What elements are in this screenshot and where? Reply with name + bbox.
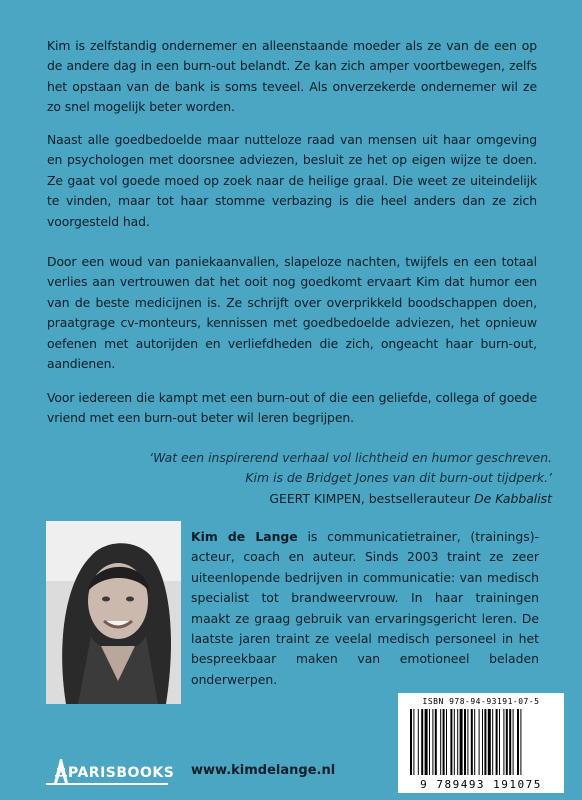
quote-attribution [82, 489, 552, 509]
quote-line-2: Kim is de Bridget Jones van dit burn-out tijdperk.’ [245, 470, 552, 486]
quote-author-role: , bestsellerauteur [360, 490, 475, 506]
description-paragraph-2: Naast alle goedbedoelde maar nutteloze raad van mensen uit haar omgeving en psychologen met doorsnee adviezen, besluit ze het op eigen wijze te doen. Ze gaat vol goede moed op zoek naar de heilige graal. Die weet ze uiteindelijk te vinden, maar tot haar stomme verbazing is die heel anders dan ze zich voorgesteld had. [47, 132, 537, 229]
description-paragraph-3: Door een woud van paniekaanvallen, slapeloze nachten, twijfels en een totaal verlies aan vertrouwen dat het ooit nog goedkomt ervaart Kim dat humor een van de beste medicijnen is. Ze schrijft over overprikkeld boodschappen doen, praatgrage cv-monteurs, kennissen met goedbedoelde adviezen, het opnieuw oefenen met autorijden en verliefdheden die zich, ongeacht haar burn-out, aandienen. [47, 254, 537, 372]
description-paragraph-1: Kim is zelfstandig ondernemer en alleenstaande moeder als ze van de een op de andere dag in een burn-out belandt. Ze kan zich amper voortbewegen, zelfs het opstaan van de bank is soms teveel. Als onverzekerde ondernemer wil ze zo snel mogelijk beter worden. [47, 38, 537, 115]
publisher-name: PARISBOOKS [68, 765, 175, 781]
author-portrait-image [46, 521, 181, 704]
quote-book-title: De Kabbalist [474, 490, 552, 506]
description-paragraph-4: Voor iedereen die kampt met een burn-out of die een geliefde, collega of goede vriend met een burn-out beter wil leren begrijpen. [47, 390, 537, 426]
publisher-logo [46, 759, 175, 791]
author-bio [191, 527, 539, 690]
quote-author: GEERT KIMPEN [269, 490, 361, 506]
author-website[interactable]: www.kimdelange.nl [191, 763, 336, 778]
isbn-digits: 9 789493 191075 [420, 778, 542, 791]
isbn-barcode [398, 693, 564, 793]
endorsement-quote [82, 448, 552, 509]
barcode-icon [410, 709, 552, 775]
author-bio-text: is communicatietrainer, (trainings)-acteur, coach en auteur. Sinds 2003 traint ze zeer uiteenlopende bedrijven in communicatie: van medisch specialist tot brandweervrouw. In haar trainingen maakt ze graag gebruik van ervaringsgericht leren. De laatste jaren traint ze veelal medisch personeel in het bespreekbaar maken van emotioneel beladen onderwerpen. [191, 529, 539, 687]
isbn-number: ISBN 978-94-93191-07-5 [422, 697, 540, 706]
author-portrait [46, 521, 181, 704]
quote-line-1: ‘Wat een inspirerend verhaal vol lichtheid en humor geschreven. [149, 450, 552, 465]
author-name: Kim de Lange [191, 529, 298, 544]
